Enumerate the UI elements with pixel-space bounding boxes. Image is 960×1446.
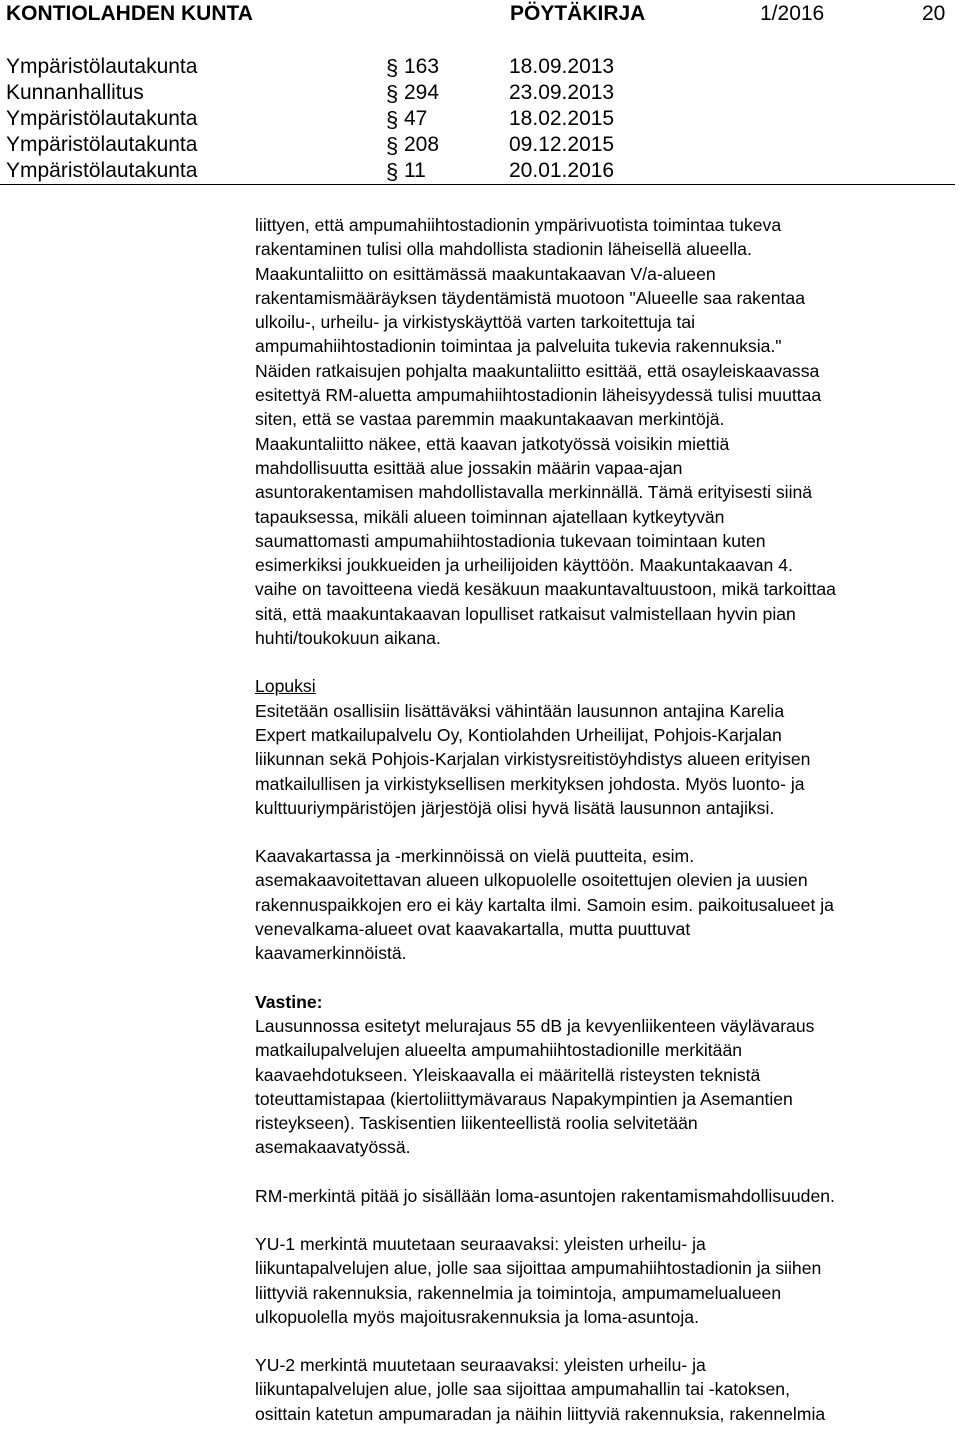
reference-number: 11 [404, 159, 426, 182]
page-number: 20 [922, 2, 946, 25]
reference-number: 294 [404, 81, 440, 104]
lopuksi-heading: Lopuksi [255, 676, 316, 697]
reference-body: Ympäristölautakunta [6, 107, 198, 130]
reference-number: 163 [404, 55, 440, 78]
spacer [255, 966, 960, 990]
section-sign: § [386, 107, 399, 132]
reference-row [0, 106, 960, 132]
spacer [255, 1329, 960, 1353]
reference-date: 18.09.2013 [509, 55, 615, 78]
reference-row [0, 158, 960, 184]
section-sign: § [386, 159, 399, 184]
reference-body: Ympäristölautakunta [6, 159, 198, 182]
reference-body: Ympäristölautakunta [6, 133, 198, 156]
vastine-heading: Vastine: [255, 991, 323, 1012]
reference-date: 09.12.2015 [509, 133, 615, 156]
yu2-paragraph: YU-2 merkintä muutetaan seuraavaksi: yleisten urheilu- ja liikuntapalvelujen alue, jolle saa sijoittaa ampumahallin tai -katoksen, osittain katetun ampumaradan ja näihin liittyviä rakennuksia, rakennelmia [255, 1355, 826, 1424]
intro-paragraph: liittyen, että ampumahiihtostadionin ympärivuotista toimintaa tukeva rakentaminen tulisi olla mahdollista stadionin läheisellä alueella. Maakuntaliitto on esittämässä maakuntakaavan V/a-alueen rakentamismääräyksen täydentämistä muotoon "Alueelle saa rakentaa ulkoilu-, urheilu- ja virkistyskäyttöä varten tarkoitettuja tai ampumahiihtostadionin toimintaa ja palveluita tukevia rakennuksia." Näiden ratkaisujen pohjalta maakuntaliitto esittää, että osayleiskaavassa esitettyä RM-aluetta ampumahiihtostadionin läheisyydessä tulisi muuttaa siten, että se vastaa paremmin maakuntakaavan merkintöjä. Maakuntaliitto näkee, että kaavan jatkotyössä voisikin miettiä mahdollisuutta esittää alue jossakin määrin vapaa-ajan asuntorakentamisen mahdollistavalla merkinnällä. Tämä erityisesti siinä tapauksessa, mikäli alueen toiminnan ajatellaan kytkeytyvän saumattomasti ampumahiihtostadionia tukevaan toimintaan kuten esimerkiksi joukkueiden ja urheilijoiden käyttöön. Maakuntakaavan 4. vaihe on tavoitteena viedä kesäkuun maakuntavaltuustoon, mikä tarkoittaa sitä, että maakuntakaavan lopulliset ratkaisut valmistellaan hyvin pian huhti/toukokuun aikana. [255, 215, 836, 649]
vastine-paragraph: Lausunnossa esitetyt melurajaus 55 dB ja kevyenliikenteen väylävaraus matkailupalvelujen alueelta ampumahiihtostadionille merkitään kaavaehdotukseen. Yleiskaavalla ei määritellä risteysten teknistä toteuttamistapaa (kiertoliittymävaraus Napakympintien ja Asemantien risteykseen). Taskisentien liikenteellistä roolia selvitetään asemakaavatyössä. [255, 1015, 815, 1158]
reference-date: 18.02.2015 [509, 107, 615, 130]
reference-number: 47 [404, 107, 428, 130]
spacer [255, 820, 960, 844]
spacer [255, 1208, 960, 1232]
reference-row [0, 54, 960, 80]
lopuksi-paragraph: Esitetään osallisiin lisättäväksi vähintään lausunnon antajina Karelia Expert matkailupalvelu Oy, Kontiolahden Urheilijat, Pohjois-Karjalan liikunnan sekä Pohjois-Karjalan virkistysreitistöyhdistys alueen erityisen matkailullisen ja virkistyksellisen merkityksen johdosta. Myös luonto- ja kulttuuriympäristöjen järjestöjä olisi hyvä lisätä lausunnon antajiksi. [255, 700, 811, 818]
reference-date: 23.09.2013 [509, 81, 615, 104]
header-divider [0, 184, 955, 185]
spacer [255, 650, 960, 674]
reference-row [0, 132, 960, 158]
spacer [255, 1160, 960, 1184]
reference-date: 20.01.2016 [509, 159, 615, 182]
minutes-body [255, 213, 960, 1426]
reference-list [0, 54, 960, 184]
organization-name: KONTIOLAHDEN KUNTA [6, 2, 253, 25]
document-number: 1/2016 [760, 2, 825, 25]
reference-body: Ympäristölautakunta [6, 55, 198, 78]
kaavakartta-paragraph: Kaavakartassa ja -merkinnöissä on vielä puutteita, esim. asemakaavoitettavan alueen ulkopuolelle osoitettujen olevien ja uusien rakennuspaikkojen ero ei käy kartalta ilmi. Samoin esim. paikoitusalueet ja venevalkama-alueet ovat kaavakartalla, mutta puuttuvat kaavamerkinnöistä. [255, 846, 834, 964]
section-sign: § [386, 55, 399, 80]
section-sign: § [386, 133, 399, 158]
document-type: PÖYTÄKIRJA [510, 2, 646, 25]
rm-paragraph: RM-merkintä pitää jo sisällään loma-asuntojen rakentamismahdollisuuden. [255, 1185, 835, 1206]
yu1-paragraph: YU-1 merkintä muutetaan seuraavaksi: yleisten urheilu- ja liikuntapalvelujen alue, jolle saa sijoittaa ampumahiihtostadionin ja siihen liittyviä rakennuksia, rakennelmia ja toimintoja, ampumamelualueen ulkopuolella myös majoitusrakennuksia ja loma-asuntoja. [255, 1233, 822, 1327]
reference-body: Kunnanhallitus [6, 81, 144, 104]
section-sign: § [386, 81, 399, 106]
page-header [0, 0, 960, 30]
reference-row [0, 80, 960, 106]
reference-number: 208 [404, 133, 440, 156]
